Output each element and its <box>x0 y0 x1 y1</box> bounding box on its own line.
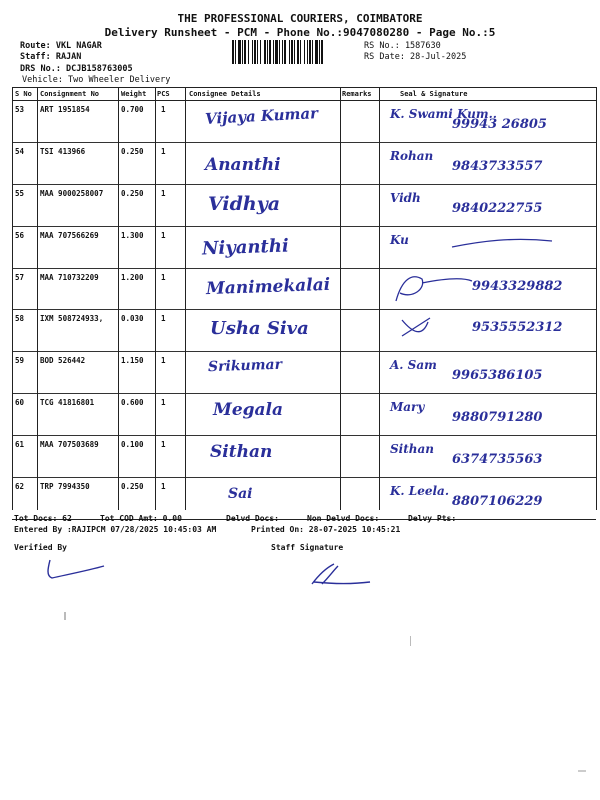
seal-signature-name: Rohan <box>390 148 434 163</box>
seal-signature-name: Mary <box>390 400 425 415</box>
col-pcs: PCS <box>157 90 170 98</box>
cell-consignment: ART 1951854 <box>40 105 90 114</box>
consignee-signature: Sai <box>228 486 253 503</box>
col-weight: Weight <box>121 90 147 98</box>
col-consignee: Consignee Details <box>189 90 261 98</box>
seal-signature-name: K. Leela. <box>390 484 450 499</box>
cell-weight: 1.150 <box>121 356 144 366</box>
table-row <box>12 394 596 436</box>
seal-signature-phone: 9843733557 <box>452 158 543 174</box>
staff-signature <box>304 560 376 590</box>
cell-weight: 1.300 <box>121 230 144 240</box>
cell-pcs: 1 <box>161 356 166 366</box>
consignee-signature: Niyanthi <box>201 235 290 260</box>
cell-weight: 0.250 <box>121 188 144 198</box>
table-row <box>12 436 596 478</box>
cell-consignment: IXM 508724933, <box>40 314 104 324</box>
grid-line <box>155 87 156 510</box>
cell-weight: 0.250 <box>121 482 144 492</box>
non-delvd-docs: Non Delvd Docs: <box>307 514 380 523</box>
runsheet-subtitle: Delivery Runsheet - PCM - Phone No.:9047080280 - Page No.:5 <box>104 26 496 39</box>
staff-label: Staff: RAJAN <box>20 52 82 62</box>
scan-mark <box>64 612 66 620</box>
verified-by-signature <box>40 556 110 584</box>
consignee-signature: Vijaya Kumar <box>204 104 319 128</box>
consignee-signature: Usha Siva <box>210 318 309 340</box>
cell-sno: 59 <box>15 356 25 366</box>
grid-line <box>596 87 597 510</box>
cell-pcs: 1 <box>161 146 166 156</box>
seal-signature-phone: 99943 26805 <box>452 117 547 132</box>
grid-line <box>340 87 341 510</box>
seal-signature-phone: 9840222755 <box>452 200 543 216</box>
barcode-image <box>232 40 358 64</box>
consignee-signature: Manimekalai <box>205 274 331 299</box>
cell-consignment: MAA 707503689 <box>40 440 99 450</box>
cell-sno: 58 <box>15 314 25 324</box>
grid-line <box>118 87 119 510</box>
col-seal-signature: Seal & Signature <box>400 90 468 98</box>
table-header <box>12 88 596 101</box>
seal-signature-phone: 9965386105 <box>452 368 543 384</box>
seal-signature-phone: 6374735563 <box>452 452 543 468</box>
drs-number: DRS No.: DCJB158763005 <box>20 64 133 74</box>
cell-sno: 55 <box>15 188 25 198</box>
cell-weight: 0.250 <box>121 146 144 156</box>
cell-weight: 1.200 <box>121 272 144 282</box>
delvy-pts: Delvy Pts: <box>408 514 457 523</box>
table-row <box>12 269 596 311</box>
cell-consignment: MAA 9000258007 <box>40 188 104 198</box>
grid-line <box>12 87 13 510</box>
consignee-signature: Vidhya <box>208 192 281 215</box>
seal-signature-phone: 9535552312 <box>472 320 563 336</box>
grid-line <box>37 87 38 510</box>
delvd-docs: Delvd Docs: <box>226 514 279 523</box>
seal-signature-name: Vidh <box>390 190 421 205</box>
cell-weight: 0.030 <box>121 314 144 324</box>
consignee-signature: Srikumar <box>207 357 283 376</box>
cell-pcs: 1 <box>161 482 166 492</box>
cell-weight: 0.100 <box>121 440 144 450</box>
grid-line <box>185 87 186 510</box>
company-title: THE PROFESSIONAL COURIERS, COIMBATORE <box>177 12 423 25</box>
tot-cod-amount: Tot COD Amt: 0.00 <box>100 514 182 523</box>
entered-by: Entered By :RAJIPCM 07/28/2025 10:45:03 AM <box>14 525 217 534</box>
signature-scribble <box>382 227 592 267</box>
consignee-signature: Ananthi <box>205 154 281 175</box>
cell-sno: 54 <box>15 146 25 156</box>
col-consignment: Consignment No <box>40 90 100 98</box>
cell-consignment: MAA 707566269 <box>40 230 99 240</box>
cell-pcs: 1 <box>161 105 166 114</box>
tot-docs: Tot Docs: 62 <box>14 514 72 523</box>
seal-signature-name: Ku <box>390 232 409 247</box>
table-row <box>12 310 596 352</box>
table-row <box>12 478 596 519</box>
signature-scribble <box>382 310 592 350</box>
vehicle-label: Vehicle: Two Wheeler Delivery <box>22 75 171 85</box>
cell-sno: 60 <box>15 398 25 408</box>
seal-signature-phone: 8807106229 <box>452 494 543 510</box>
runsheet-table <box>12 87 596 520</box>
scan-mark <box>410 636 411 646</box>
seal-signature-name: K. Swami Kum.. <box>390 107 497 121</box>
cell-consignment: BOD 526442 <box>40 356 86 366</box>
table-body <box>12 101 596 519</box>
seal-signature-phone: 9943329882 <box>472 278 563 294</box>
grid-line <box>379 87 380 510</box>
cell-sno: 62 <box>15 482 25 492</box>
cell-pcs: 1 <box>161 230 166 240</box>
cell-pcs: 1 <box>161 188 166 198</box>
consignee-signature: Sithan <box>210 442 273 463</box>
verified-by-label: Verified By <box>14 543 67 552</box>
cell-pcs: 1 <box>161 398 166 408</box>
consignee-signature: Megala <box>213 400 284 421</box>
table-row <box>12 227 596 269</box>
cell-pcs: 1 <box>161 314 166 324</box>
seal-signature-name: A. Sam <box>390 358 437 373</box>
staff-signature-label: Staff Signature <box>271 543 344 552</box>
cell-consignment: TRP 7994350 <box>40 482 90 492</box>
table-row <box>12 352 596 394</box>
table-row <box>12 101 596 143</box>
col-remarks: Remarks <box>342 90 372 98</box>
scan-mark <box>578 770 586 772</box>
cell-weight: 0.700 <box>121 105 144 114</box>
table-row <box>12 143 596 185</box>
table-row <box>12 185 596 227</box>
seal-signature-phone: 9880791280 <box>452 410 543 426</box>
cell-sno: 61 <box>15 440 25 450</box>
seal-signature-name: Sithan <box>390 442 434 457</box>
cell-consignment: TCG 41816801 <box>40 398 95 408</box>
cell-consignment: MAA 710732209 <box>40 272 99 282</box>
cell-pcs: 1 <box>161 272 166 282</box>
route-label: Route: VKL NAGAR <box>20 41 102 51</box>
rs-number: RS No.: 1587630 <box>364 41 441 51</box>
cell-consignment: TSI 413966 <box>40 146 86 156</box>
signature-scribble <box>382 269 592 309</box>
printed-on: Printed On: 28-07-2025 10:45:21 <box>251 525 401 534</box>
col-sno: S No <box>15 90 32 98</box>
cell-weight: 0.600 <box>121 398 144 408</box>
cell-pcs: 1 <box>161 440 166 450</box>
rs-date: RS Date: 28-Jul-2025 <box>364 52 467 62</box>
cell-sno: 56 <box>15 230 25 240</box>
cell-sno: 53 <box>15 105 25 114</box>
cell-sno: 57 <box>15 272 25 282</box>
